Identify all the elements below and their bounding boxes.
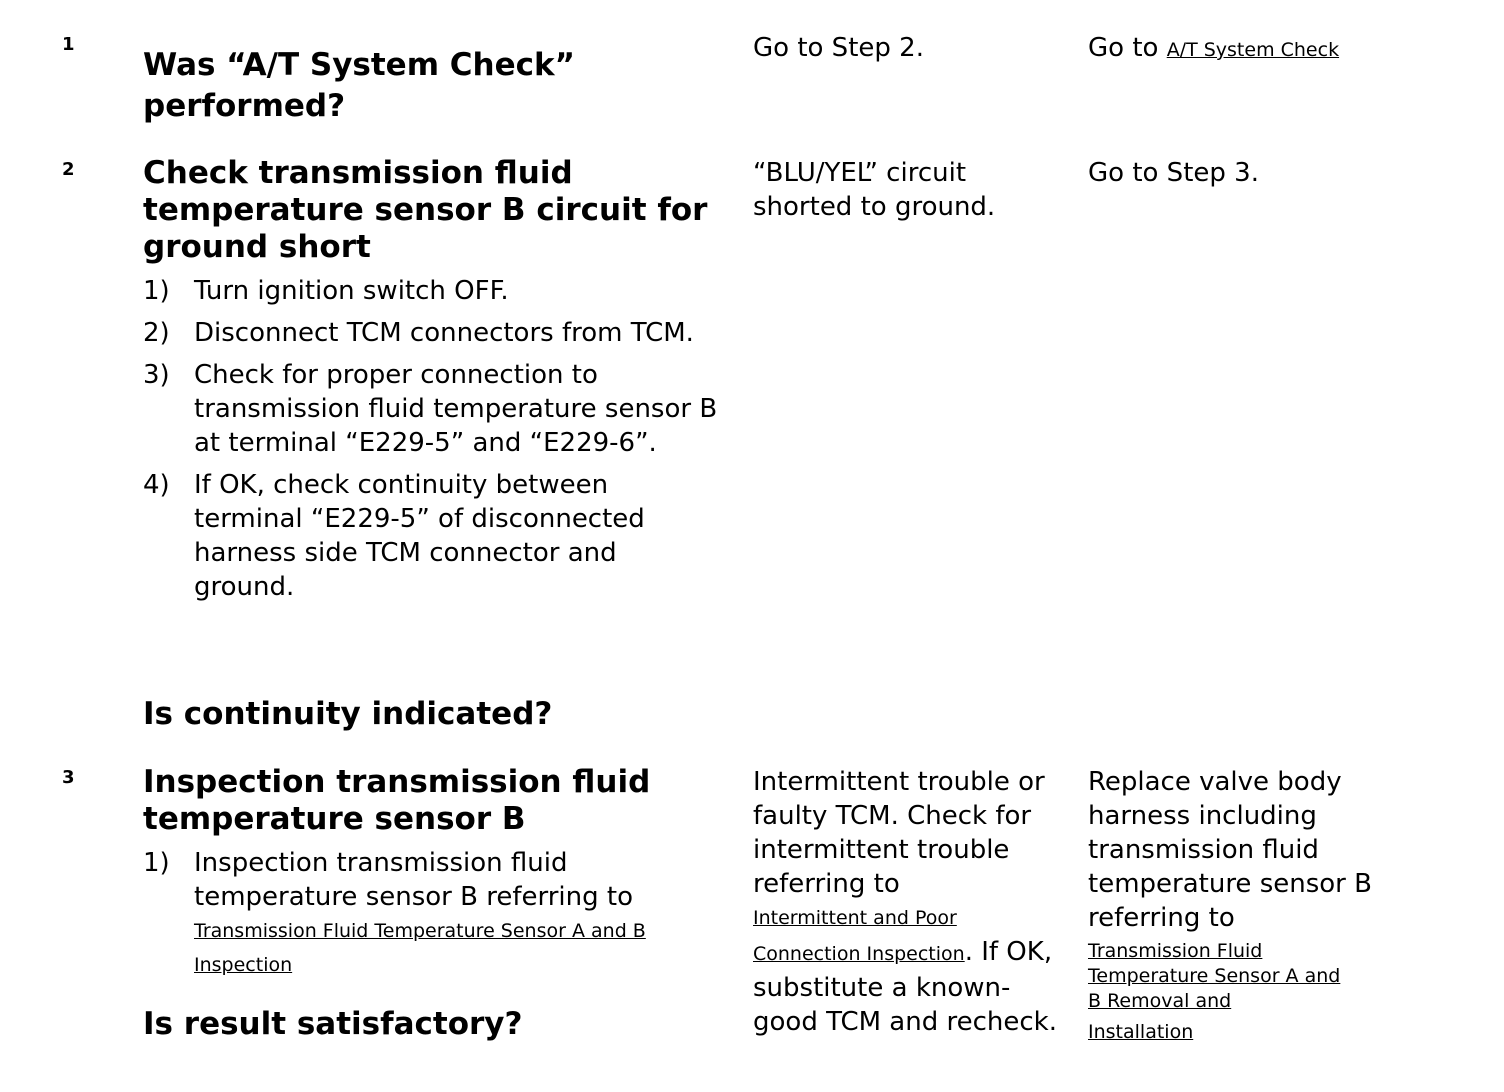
- substep-text: If OK, check continuity between terminal “E229-5” of disconnected harness side TCM connector and ground.: [194, 470, 645, 602]
- step-2-yes-line1: “BLU/YEL” circuit: [753, 158, 967, 188]
- tft-sensor-inspection-link-line1[interactable]: Transmission Fluid Temperature Sensor A and B: [194, 920, 646, 942]
- tft-sensor-removal-link-line2[interactable]: Temperature Sensor A and: [1088, 965, 1341, 987]
- at-system-check-link[interactable]: A/T System Check: [1166, 39, 1340, 61]
- tft-sensor-removal-link-line4[interactable]: Installation: [1088, 1021, 1194, 1043]
- step-1-title-line1: Was “A/T System Check”: [143, 47, 576, 83]
- substep-index: 3): [143, 360, 170, 390]
- step-1-yes: Go to Step 2.: [753, 33, 924, 63]
- substep-index: 2): [143, 318, 170, 348]
- tft-sensor-removal-link-line3[interactable]: B Removal and: [1088, 990, 1232, 1012]
- step-2-yes-line2: shorted to ground.: [753, 192, 996, 222]
- step-2-title-line1: Check transmission fluid: [143, 155, 573, 191]
- substep-text: Inspection transmission fluid temperature sensor B referring to: [194, 848, 633, 912]
- step-number: 2: [62, 159, 75, 180]
- step-2-no: Go to Step 3.: [1088, 158, 1259, 188]
- list-item: [143, 358, 718, 460]
- step-1-title-line2: performed?: [143, 88, 346, 124]
- step-number: 1: [62, 34, 75, 55]
- step-2-title-line3: ground short: [143, 229, 371, 265]
- step-3-title-line1: Inspection transmission fluid: [143, 764, 651, 800]
- substep-index: 1): [143, 848, 170, 878]
- list-item: [143, 274, 718, 308]
- step-3-yes-text-b: . If OK, substitute a known-good TCM and recheck.: [753, 937, 1057, 1037]
- list-item: [143, 468, 718, 604]
- substep-text: Disconnect TCM connectors from TCM.: [194, 318, 694, 348]
- step-3-no: [1088, 765, 1378, 1045]
- step-3-substeps: [143, 846, 718, 982]
- step-1-no-prefix: Go to: [1088, 33, 1167, 63]
- intermittent-inspection-link-line2[interactable]: Connection Inspection: [753, 943, 965, 965]
- tft-sensor-removal-link-line1[interactable]: Transmission Fluid: [1088, 940, 1263, 962]
- step-3-title-line2: temperature sensor B: [143, 801, 526, 837]
- list-item: [143, 316, 718, 350]
- step-2-title-line2: temperature sensor B circuit for: [143, 192, 708, 228]
- substep-text: Turn ignition switch OFF.: [194, 276, 509, 306]
- substep-index: 1): [143, 276, 170, 306]
- step-2-yes: [753, 156, 1073, 224]
- step-3-question: Is result satisfactory?: [143, 1006, 523, 1042]
- step-1-action: [143, 47, 718, 125]
- step-3-no-text: Replace valve body harness including transmission fluid temperature sensor B referring to: [1088, 767, 1372, 933]
- step-1-no: [1088, 31, 1388, 67]
- list-item: [143, 846, 718, 982]
- step-3-yes: [753, 765, 1063, 1039]
- step-2-substeps: [143, 274, 718, 604]
- intermittent-inspection-link-line1[interactable]: Intermittent and Poor: [753, 907, 957, 929]
- step-2-question: Is continuity indicated?: [143, 696, 553, 732]
- step-3-action: [143, 764, 718, 982]
- substep-index: 4): [143, 470, 170, 500]
- step-2-action: [143, 155, 718, 604]
- step-number: 3: [62, 767, 75, 788]
- step-3-yes-text-a: Intermittent trouble or faulty TCM. Check for intermittent trouble referring to: [753, 767, 1045, 899]
- substep-text: Check for proper connection to transmission fluid temperature sensor B at terminal “E229-5” and “E229-6”.: [194, 360, 718, 458]
- tft-sensor-inspection-link-line2[interactable]: Inspection: [194, 954, 293, 976]
